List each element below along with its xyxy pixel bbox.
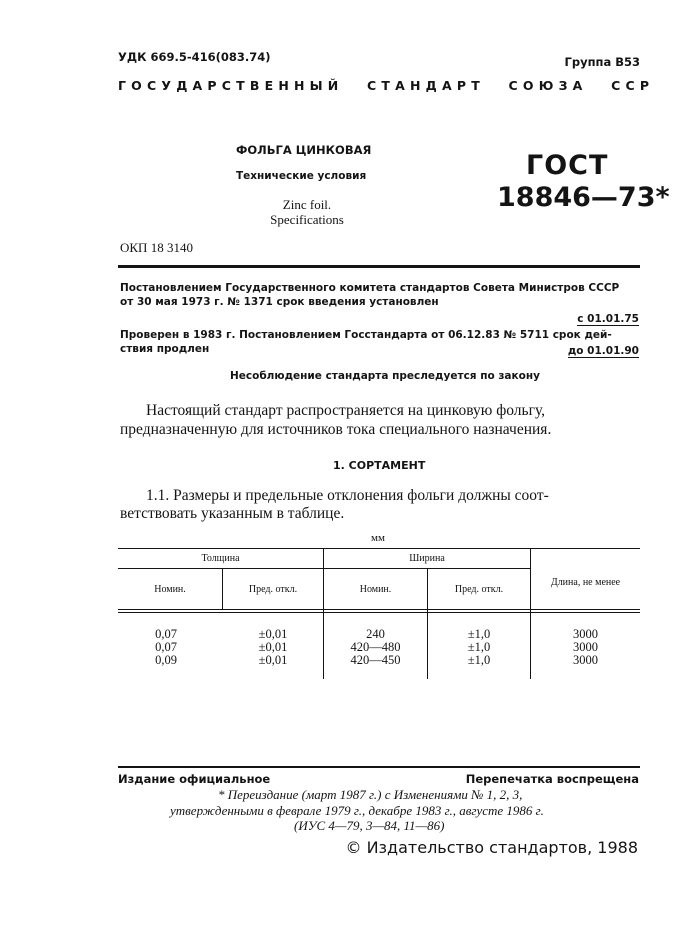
official-edition: Издание официальное: [118, 772, 271, 786]
state-standard-heading: ГОСУДАРСТВЕННЫЙ СТАНДАРТ СОЮЗА ССР: [118, 78, 655, 93]
col-thickness-deviation: [223, 628, 323, 667]
gost-label: ГОСТ: [526, 150, 609, 181]
reissue-note-line-1: * Переиздание (март 1987 г.) с Изменениями № 1, 2, 3,: [218, 787, 523, 802]
check-date: до 01.01.90: [567, 345, 639, 357]
table-cell: 420—450: [350, 653, 401, 667]
gost-number: 18846—73*: [497, 182, 670, 213]
title-english-line2: Specifications: [270, 212, 344, 227]
reprint-notice: Перепечатка воспрещена: [465, 772, 639, 786]
title-english: [255, 197, 359, 227]
table-cell: 3000: [573, 627, 598, 641]
header-thickness-deviation: Пред. откл.: [248, 584, 298, 595]
subtitle-russian: Технические условия: [236, 170, 367, 182]
check-line-1: Проверен в 1983 г. Постановлением Госстандарта от 06.12.83 № 5711 срок дей-: [120, 329, 612, 341]
col-thickness: [118, 628, 214, 667]
header-thickness: Толщина: [201, 553, 240, 564]
header-thickness-nominal: Номин.: [154, 584, 186, 595]
title-english-line1: Zinc foil.: [282, 197, 332, 212]
header-length: Длина, не менее: [550, 577, 621, 588]
okp-code: ОКП 18 3140: [120, 240, 193, 255]
table-rule-group: [118, 568, 530, 569]
clause-line-2: ветствовать указанным в таблице.: [120, 505, 345, 522]
resolution-date: с 01.01.75: [577, 313, 639, 325]
heavy-rule-top: [118, 265, 640, 268]
table-cell: 0,07: [155, 627, 177, 641]
col-width-deviation: [428, 628, 530, 667]
check-line-2: ствия продлен: [120, 343, 210, 355]
table-cell: ±1,0: [467, 627, 491, 641]
clause-line-1: 1.1. Размеры и предельные отклонения фольги должны соот-: [146, 487, 549, 504]
intro-line-2: предназначенную для источников тока специального назначения.: [120, 421, 552, 438]
header-width-nominal: Номин.: [359, 584, 392, 595]
resolution-line-2: от 30 мая 1973 г. № 1371 срок введения установлен: [120, 296, 439, 308]
col-length: [531, 628, 640, 667]
intro-line-1: Настоящий стандарт распространяется на цинковую фольгу,: [146, 402, 546, 419]
reissue-note-line-3: (ИУС 4—79, 3—84, 11—86): [294, 818, 445, 833]
law-notice: Несоблюдение стандарта преследуется по закону: [230, 370, 540, 382]
title-russian: ФОЛЬГА ЦИНКОВАЯ: [236, 143, 372, 157]
resolution-line-1: Постановлением Государственного комитета стандартов Совета Министров СССР: [120, 282, 620, 294]
table-cell: 3000: [573, 653, 598, 667]
table-cell: ±1,0: [467, 640, 491, 654]
table-cell: 3000: [573, 640, 598, 654]
publisher: © Издательство стандартов, 1988: [345, 838, 638, 857]
table-cell: ±0,01: [258, 627, 288, 641]
table-cell: 420—480: [350, 640, 401, 654]
table-cell: 0,07: [155, 640, 177, 654]
header-width-deviation: Пред. откл.: [454, 584, 504, 595]
udc-code: УДК 669.5-416(083.74): [118, 50, 271, 64]
table-rule-header-1: [118, 609, 640, 610]
group-code: Группа В53: [564, 55, 640, 69]
table-cell: 240: [366, 627, 385, 641]
table-cell: ±1,0: [467, 653, 491, 667]
table-cell: 0,09: [155, 653, 177, 667]
table-cell: ±0,01: [258, 653, 288, 667]
table-rule-top: [118, 548, 640, 549]
header-width: Ширина: [409, 553, 445, 564]
table-cell: ±0,01: [258, 640, 288, 654]
table-unit: мм: [371, 532, 385, 544]
reissue-note-line-2: утвержденными в феврале 1979 г., декабре 1983 г., августе 1986 г.: [170, 803, 544, 818]
heavy-rule-bottom: [118, 766, 640, 768]
section-title: 1. СОРТАМЕНТ: [333, 459, 426, 472]
table-rule-header-2: [118, 612, 640, 613]
col-width: [324, 628, 427, 667]
